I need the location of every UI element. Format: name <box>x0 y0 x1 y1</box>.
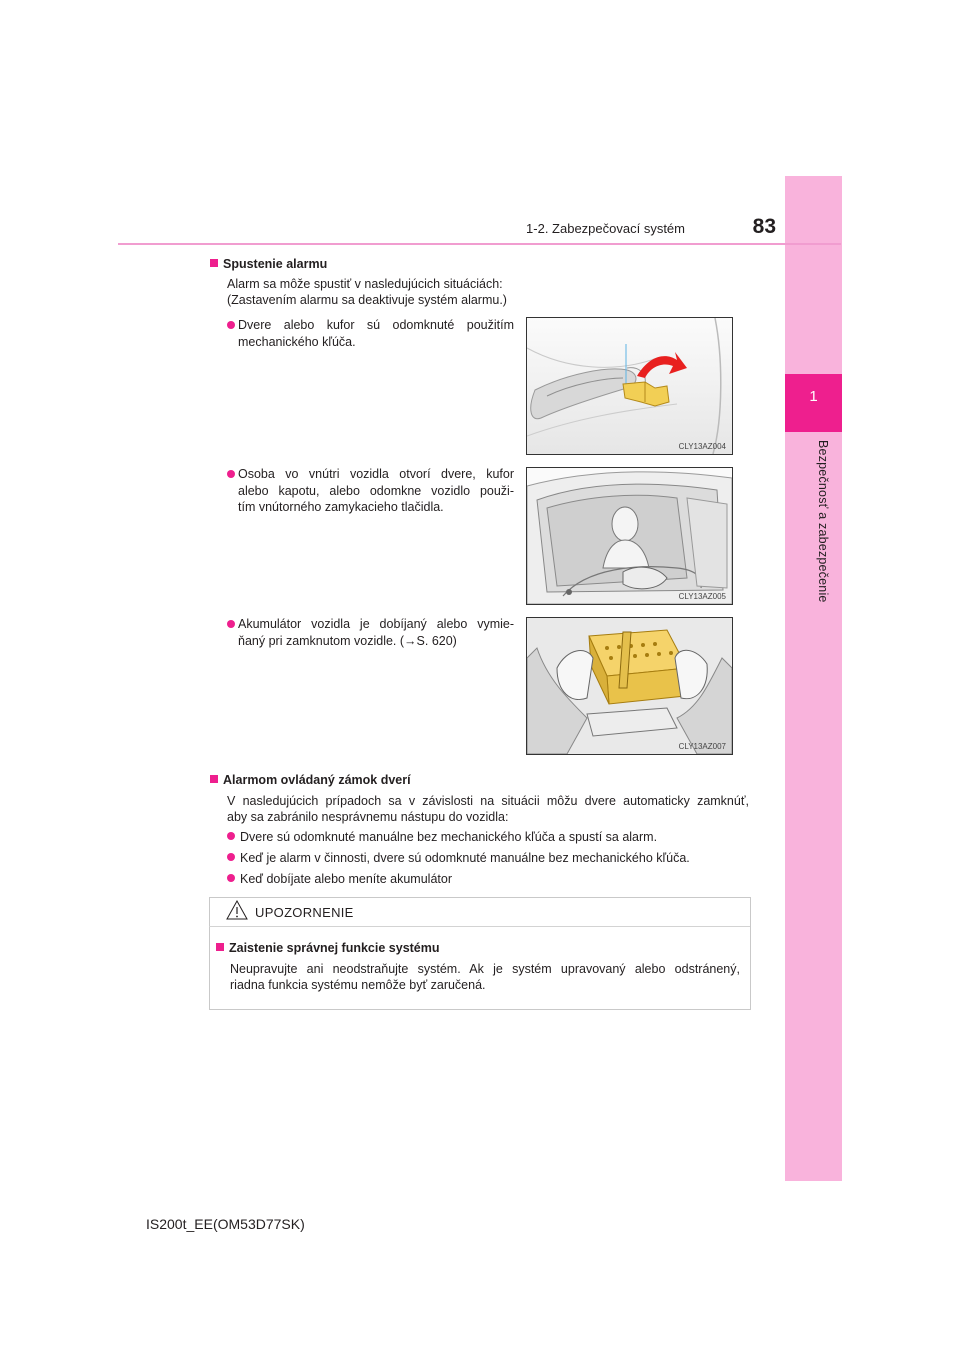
page-number: 83 <box>752 215 776 238</box>
list-item: Keď je alarm v činnosti, dvere sú odomknuté manuálne bez mechanického kľúča. <box>227 850 690 867</box>
battery-illustration <box>527 618 732 754</box>
list-item-line: mechanického kľúča. <box>238 334 356 349</box>
section-intro-line: Alarm sa môže spustiť v nasledujúcich situáciách: <box>227 277 503 291</box>
chapter-title: Bezpečnosť a zabezpečenie <box>816 440 830 603</box>
section-title: 1-2. Zabezpečovací systém <box>526 221 685 236</box>
list-item-line: tím vnútorného zamykacieho tlačidla. <box>238 500 444 514</box>
section-intro-line: V nasledujúcich prípadoch sa v závislosti na situácii môžu dvere automaticky zamknúť, <box>227 794 749 808</box>
figure-id: CLY13AZ007 <box>678 742 726 751</box>
header-rule <box>118 243 841 245</box>
bullet-icon <box>227 321 235 329</box>
list-item-line: Osoba vo vnútri vozidla otvorí dvere, kufor <box>238 467 514 481</box>
list-item <box>227 466 514 516</box>
figure-id: CLY13AZ005 <box>678 592 726 601</box>
square-bullet-icon <box>216 943 224 951</box>
warning-heading: Zaistenie správnej funkcie systému <box>216 941 440 955</box>
section-heading-alarm: Spustenie alarmu <box>210 257 327 271</box>
section-intro-line: aby sa zabránilo nesprávnemu nástupu do vozidla: <box>227 810 509 824</box>
list-item-line: Akumulátor vozidla je dobíjaný alebo vymie- <box>238 617 514 631</box>
list-item: Keď dobíjate alebo meníte akumulátor <box>227 871 452 888</box>
warning-text-line: riadna funkcia systému nemôže byť zaručená. <box>230 978 486 992</box>
footer-model-code: IS200t_EE(OM53D77SK) <box>146 1216 305 1232</box>
bullet-icon <box>227 832 235 840</box>
warning-label: UPOZORNENIE <box>255 905 354 920</box>
section-intro-line: (Zastavením alarmu sa deaktivuje systém alarmu.) <box>227 293 507 307</box>
figure-id: CLY13AZ004 <box>678 442 726 451</box>
list-item: Dvere sú odomknuté manuálne bez mechanického kľúča a spustí sa alarm. <box>227 829 657 846</box>
list-item <box>227 616 514 649</box>
chapter-number: 1 <box>809 388 818 405</box>
list-item-line: Dvere alebo kufor sú odomknuté použitím <box>238 318 514 332</box>
figure-battery-replacement <box>526 617 733 755</box>
car-interior-illustration <box>527 468 732 604</box>
figure-door-handle-key <box>526 317 733 455</box>
list-item-line: ňaný pri zamknutom vozidle. (→S. 620) <box>238 633 457 648</box>
list-item <box>227 317 514 350</box>
warning-triangle-icon <box>226 900 248 920</box>
bullet-icon <box>227 853 235 861</box>
square-bullet-icon <box>210 775 218 783</box>
figure-person-in-car <box>526 467 733 605</box>
list-item-line: alebo kapotu, alebo odomkne vozidlo použi- <box>238 483 514 498</box>
square-bullet-icon <box>210 259 218 267</box>
warning-header-rule <box>209 926 750 927</box>
warning-text-line: Neupravujte ani neodstraňujte systém. Ak je systém upravovaný alebo odstránený, <box>230 962 740 976</box>
bullet-icon <box>227 620 235 628</box>
bullet-icon <box>227 874 235 882</box>
door-handle-illustration <box>527 318 732 454</box>
side-tab-strip <box>785 176 842 1181</box>
section-heading-door-lock: Alarmom ovládaný zámok dverí <box>210 773 411 787</box>
bullet-icon <box>227 470 235 478</box>
